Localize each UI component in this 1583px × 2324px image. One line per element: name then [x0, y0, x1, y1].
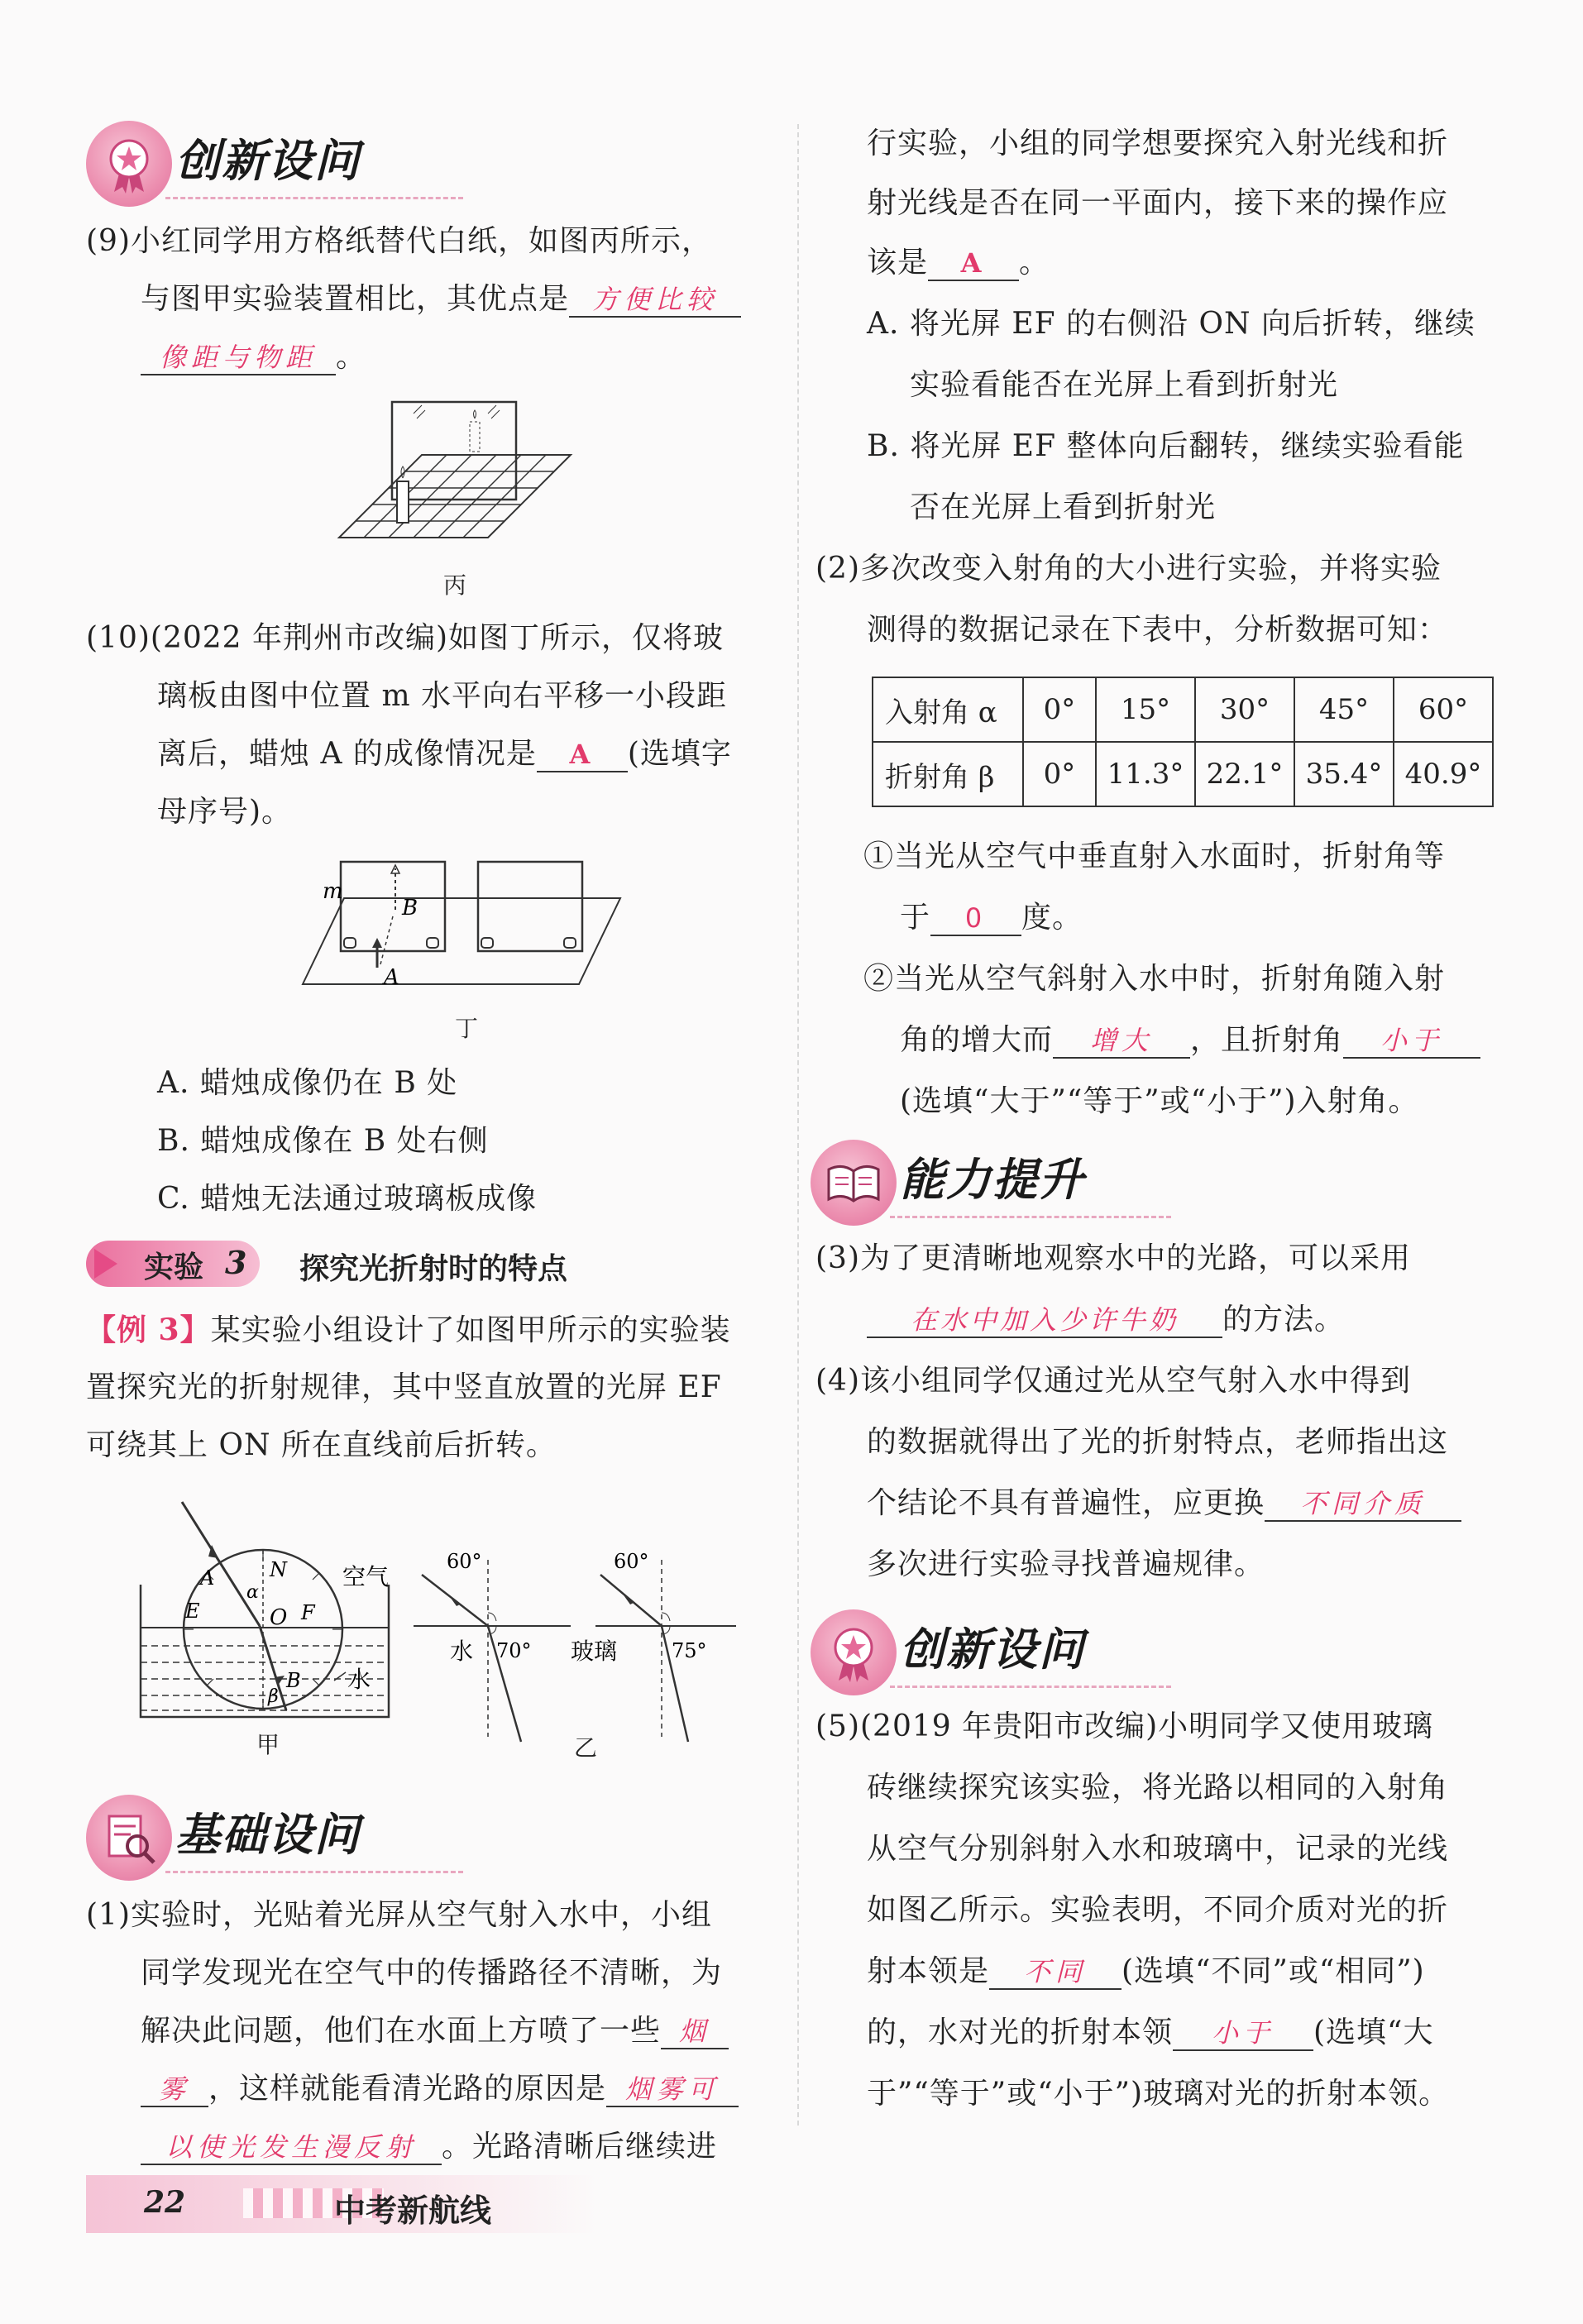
- fig-yi-angle-75: 75°: [672, 1639, 707, 1662]
- q1-answer-part4: 以使光发生漫反射: [141, 2130, 442, 2165]
- fig-ding-label-m: m: [323, 879, 343, 904]
- table-cell: 入射角 α: [873, 677, 1023, 742]
- q5-line3: 从空气分别斜射入水和玻璃中，记录的光线: [867, 1832, 1449, 1866]
- q1-line3: 解决此问题，他们在水面上方喷了一些 烟: [141, 2015, 729, 2049]
- figure-bing-caption: 丙: [443, 571, 467, 599]
- q9-line3: 像距与物距 。: [141, 341, 366, 375]
- q2-sub2-line2: 角的增大而 增大 ，且折射角 小于: [900, 1024, 1480, 1059]
- section-header-innovation-2: [811, 1609, 1108, 1700]
- experiment-3-header: [86, 1241, 615, 1287]
- q10-line3: 离后，蜡烛 A 的成像情况是 A (选填字: [157, 737, 732, 771]
- q10-option-a: A. 蜡烛成像仍在 B 处: [157, 1066, 458, 1100]
- q10-option-b: B. 蜡烛成像在 B 处右侧: [157, 1124, 489, 1158]
- fig-yi-label-glass: 玻璃: [571, 1638, 618, 1665]
- q1-answer-part1: 烟: [661, 2015, 729, 2049]
- table-cell: 15°: [1096, 677, 1195, 742]
- q2-sub1-line1: ①当光从空气中垂直射入水面时，折射角等: [863, 839, 1446, 873]
- page-number: 22: [144, 2185, 186, 2220]
- q9-answer-part1: 方便比较: [569, 283, 741, 318]
- q2-sub2-answer2: 小于: [1343, 1024, 1480, 1059]
- q10-line2: 璃板由图中位置 m 水平向右平移一小段距: [157, 679, 728, 713]
- section-underline: [890, 1216, 1171, 1218]
- figure-yi-caption: 乙: [574, 1734, 598, 1762]
- q9-line1: (9)小红同学用方格纸替代白纸，如图丙所示，: [86, 224, 712, 258]
- section-title: 能力提升: [900, 1154, 1085, 1206]
- fig-jia-label-A: A: [200, 1566, 215, 1590]
- table-cell: 40.9°: [1394, 742, 1493, 806]
- section-title: 创新设问: [900, 1623, 1085, 1676]
- table-cell: 45°: [1294, 677, 1394, 742]
- q1-line5: 以使光发生漫反射 。光路清晰后继续进: [141, 2130, 717, 2165]
- section-header-basic: [86, 1795, 384, 1886]
- section-header-ability: [811, 1140, 1108, 1231]
- q9-text: 与图甲实验装置相比，其优点是: [141, 282, 570, 316]
- q4-line3: 个结论不具有普遍性，应更换 不同介质: [867, 1487, 1461, 1522]
- q2-sub2-line3: (选填“大于”“等于”或“小于”)入射角。: [900, 1084, 1419, 1118]
- q4-line4: 多次进行实验寻找普遍规律。: [867, 1547, 1265, 1581]
- experiment-title: 探究光折射时的特点: [299, 1252, 568, 1286]
- section-title: 基础设问: [175, 1809, 361, 1861]
- page-footer: [86, 2175, 599, 2233]
- q3-line1: (3)为了更清晰地观察水中的光路，可以采用: [815, 1241, 1411, 1275]
- section-header-innovation: [86, 121, 384, 212]
- table-cell: 折射角 β: [873, 742, 1023, 806]
- q4-answer: 不同介质: [1265, 1487, 1461, 1522]
- q5-answer1: 不同: [989, 1955, 1121, 1990]
- table-cell: 30°: [1195, 677, 1294, 742]
- example3-line1: 【例 3】某实验小组设计了如图甲所示的实验装: [86, 1313, 731, 1347]
- fig-jia-label-beta: β: [268, 1686, 279, 1707]
- q5-line4: 如图乙所示。实验表明，不同介质对光的折: [867, 1893, 1449, 1927]
- section-underline: [165, 197, 463, 199]
- q2-sub2-answer1: 增大: [1053, 1024, 1190, 1059]
- q9-answer-part2: 像距与物距: [141, 341, 336, 375]
- refraction-data-table: [872, 677, 1494, 807]
- award-badge-icon: [86, 121, 172, 207]
- q3-line2: 在水中加入少许牛奶 的方法。: [867, 1303, 1345, 1338]
- award-badge-icon: [811, 1609, 897, 1695]
- fig-jia-label-N: N: [270, 1558, 287, 1581]
- q10-answer: A: [537, 738, 628, 772]
- q1-option-a-line2: 实验看能否在光屏上看到折射光: [910, 368, 1339, 402]
- q5-line5: 射本领是 不同 (选填“不同”或“相同”): [867, 1954, 1425, 1988]
- q2-sub1-line2: 于 0 度。: [900, 901, 1083, 935]
- q1-option-b-line1: B. 将光屏 EF 整体向后翻转，继续实验看能: [867, 429, 1465, 463]
- q10-line1: (10)(2022 年荆州市改编)如图丁所示，仅将玻: [86, 621, 725, 655]
- table-cell: 0°: [1023, 742, 1096, 806]
- figure-bing-grid-setup: [331, 389, 579, 546]
- fig-jia-label-E: E: [185, 1600, 200, 1623]
- table-cell: 35.4°: [1294, 742, 1394, 806]
- fig-jia-label-alpha: α: [246, 1582, 259, 1603]
- q10-option-c: C. 蜡烛无法通过玻璃板成像: [157, 1182, 538, 1216]
- fig-yi-angle-60-water: 60°: [447, 1550, 482, 1573]
- section-underline: [890, 1686, 1171, 1688]
- example3-line2: 置探究光的折射规律，其中竖直放置的光屏 EF: [86, 1370, 722, 1404]
- figure-jia-yi-refraction: [132, 1489, 744, 1753]
- table-cell: 22.1°: [1195, 742, 1294, 806]
- search-document-icon: [86, 1795, 172, 1881]
- q2-sub2-line1: ②当光从空气斜射入水中时，折射角随入射: [863, 962, 1446, 996]
- section-underline: [165, 1871, 463, 1873]
- q2-sub1-answer: 0: [930, 901, 1021, 936]
- table-cell: 60°: [1394, 677, 1493, 742]
- experiment-label: 实验: [144, 1250, 204, 1284]
- q9-line2: [141, 283, 741, 318]
- q1-cont-line2: 射光线是否在同一平面内，接下来的操作应: [867, 186, 1449, 220]
- q5-line7: 于”“等于”或“小于”)玻璃对光的折射本领。: [867, 2077, 1450, 2111]
- q2-line1: (2)多次改变入射角的大小进行实验，并将实验: [815, 552, 1442, 586]
- q4-line1: (4)该小组同学仅通过光从空气射入水中得到: [815, 1364, 1411, 1398]
- fig-yi-angle-60-glass: 60°: [614, 1550, 649, 1573]
- q1-option-a-line1: A. 将光屏 EF 的右侧沿 ON 向后折转，继续: [867, 307, 1475, 341]
- q4-line2: 的数据就得出了光的折射特点，老师指出这: [867, 1425, 1449, 1459]
- q1-line2: 同学发现光在空气中的传播路径不清晰，为: [141, 1956, 723, 1990]
- table-cell: 0°: [1023, 677, 1096, 742]
- fig-jia-label-B: B: [286, 1669, 301, 1692]
- example3-tag: 【例 3】: [86, 1313, 211, 1347]
- fig-yi-angle-70: 70°: [496, 1639, 532, 1662]
- figure-jia-caption: 甲: [256, 1731, 280, 1758]
- footer-brand: 中考新航线: [334, 2192, 492, 2229]
- example3-line3: 可绕其上 ON 所在直线前后折转。: [86, 1428, 557, 1462]
- fig-jia-label-air: 空气: [342, 1563, 390, 1590]
- q1-line4: 雾 ，这样就能看清光路的原因是 烟雾可: [141, 2073, 739, 2107]
- open-book-icon: [811, 1140, 897, 1226]
- q1-answer-part3: 烟雾可: [606, 2073, 739, 2107]
- column-divider: [797, 124, 799, 2126]
- table-cell: 11.3°: [1096, 742, 1195, 806]
- fig-ding-label-B: B: [402, 896, 418, 921]
- q5-answer2: 小于: [1173, 2016, 1313, 2051]
- q2-line2: 测得的数据记录在下表中，分析数据可知：: [867, 613, 1449, 647]
- q1-answer-part2: 雾: [141, 2073, 208, 2107]
- q5-line6: 的，水对光的折射本领 小于 (选填“大: [867, 2016, 1434, 2049]
- figure-ding-caption: 丁: [455, 1015, 479, 1042]
- experiment-number: 3: [225, 1244, 247, 1281]
- fig-jia-label-water: 水: [347, 1666, 371, 1693]
- fig-yi-label-water: 水: [450, 1638, 474, 1665]
- table-row-incidence: [873, 677, 1493, 742]
- q1-cont-answer: A: [928, 246, 1019, 281]
- q5-line2: 砖继续探究该实验，将光路以相同的入射角: [867, 1771, 1449, 1805]
- q1-cont-line1: 行实验，小组的同学想要探究入射光线和折: [867, 127, 1449, 160]
- q3-answer: 在水中加入少许牛奶: [867, 1303, 1222, 1338]
- q1-line1: (1)实验时，光贴着光屏从空气射入水中，小组: [86, 1898, 712, 1932]
- fig-jia-label-F: F: [301, 1601, 315, 1624]
- fig-jia-label-O: O: [270, 1605, 288, 1630]
- q1-cont-line3: 该是 A 。: [867, 246, 1050, 280]
- q1-option-b-line2: 否在光屏上看到折射光: [910, 490, 1217, 524]
- q5-line1: (5)(2019 年贵阳市改编)小明同学又使用玻璃: [815, 1710, 1434, 1743]
- play-triangle-icon: [94, 1249, 117, 1279]
- section-title: 创新设问: [175, 135, 361, 187]
- q10-line4: 母序号)。: [157, 795, 293, 829]
- fig-ding-label-A: A: [384, 965, 399, 990]
- figure-ding-plate-shift: [298, 852, 629, 1001]
- table-row-refraction: [873, 742, 1493, 806]
